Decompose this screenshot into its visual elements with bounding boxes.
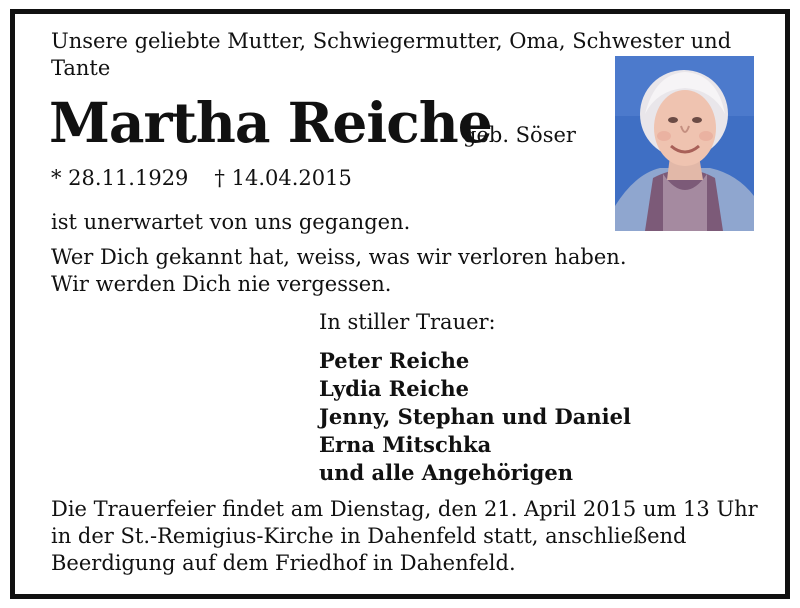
maiden-name: geb. Söser <box>463 123 576 147</box>
intro-line-1: Unsere geliebte Mutter, Schwiegermutter, Oma, Schwester und <box>51 29 732 53</box>
passing-text: ist unerwartet von uns gegangen. <box>51 210 411 234</box>
mourner-name: Peter Reiche <box>319 348 470 373</box>
deceased-name: Martha Reiche <box>49 90 492 155</box>
birth-date: * 28.11.1929 <box>51 166 189 190</box>
mourner-name: Erna Mitschka <box>319 432 492 457</box>
mourner-name: Jenny, Stephan und Daniel <box>319 404 631 429</box>
death-date: † 14.04.2015 <box>214 166 352 190</box>
obituary-frame <box>10 9 790 599</box>
funeral-line-3: Beerdigung auf dem Friedhof in Dahenfeld. <box>51 551 516 575</box>
portrait-image <box>615 56 754 231</box>
intro-line-2: Tante <box>51 56 111 80</box>
funeral-line-1: Die Trauerfeier findet am Dienstag, den 21. April 2015 um 13 Uhr <box>51 497 758 521</box>
funeral-line-2: in der St.-Remigius-Kirche in Dahenfeld statt, anschließend <box>51 524 687 548</box>
funeral-info <box>51 496 758 577</box>
mourner-list <box>319 347 631 487</box>
mourner-name: und alle Angehörigen <box>319 460 573 485</box>
mourner-name: Lydia Reiche <box>319 376 470 401</box>
mourning-heading: In stiller Trauer: <box>319 310 496 334</box>
life-dates <box>51 166 352 190</box>
quote-line-2: Wir werden Dich nie vergessen. <box>51 272 392 296</box>
portrait-photo <box>615 56 754 231</box>
quote-line-1: Wer Dich gekannt hat, weiss, was wir verloren haben. <box>51 245 627 269</box>
